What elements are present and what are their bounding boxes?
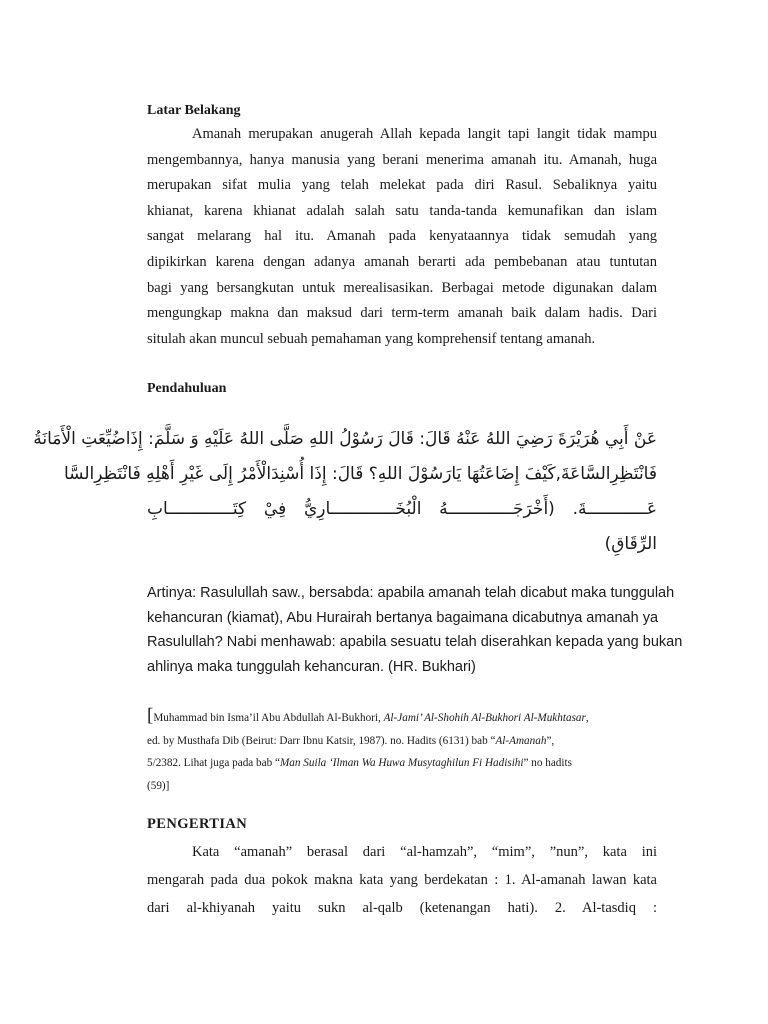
footnote-reference <box>147 705 657 797</box>
paragraph-latar-belakang <box>147 122 657 352</box>
footnote-text: ” no hadits <box>523 757 572 769</box>
paragraph-pengertian <box>147 838 657 922</box>
footnote-chapter: Man Suila ‘Ilman Wa Huwa Musytaghilun Fi Hadisihi <box>279 757 524 769</box>
arabic-line: الرِّقَاقِ) <box>604 534 657 554</box>
hadith-arabic-text <box>33 422 657 562</box>
section-heading-latar-belakang: Latar Belakang <box>147 103 241 118</box>
text-line: Amanah merupakan anugerah Allah kepada langit tapi langit tidak mampu <box>192 126 657 142</box>
arabic-line: فَانْتَظِرِالسَّاعَةَ,كَيْفَ إِضَاعَتُهَا يَارَسُوْلَ اللهِ؟ قَالَ: إِذَا أُسْنِدَالْأَمْرُ إِلَى غَيْرِ أَهْلِهِ فَانْتَظِرِالسَّا <box>63 464 657 484</box>
text-line: sangat melarang hal itu. Amanah pada kenyataannya tidak semudah yang <box>147 228 657 245</box>
footnote-book-title: Al-Jami’ Al-Shohih Al-Bukhori Al-Mukhtasar <box>383 712 586 724</box>
text-line: merupakan sifat mulia yang telah melekat pada diri Rasul. Sebaliknya yaitu <box>147 177 657 194</box>
text-line: ahlinya maka tunggulah kehancuran. (HR. Bukhari) <box>147 658 476 675</box>
footnote-text: ed. by Musthafa Dib (Beirut: Darr Ibnu Katsir, 1987). no. Hadits (6131) bab “ <box>147 734 496 747</box>
text-line: khianat, karena khianat adalah salah satu tanda-tanda kemunafikan dan islam <box>147 202 657 219</box>
footnote-text: , <box>585 712 589 724</box>
footnote-text: (59)] <box>147 779 170 792</box>
text-line: bagi yang bersangkutan untuk merealisasikan. Berbagai metode digunakan dalam <box>147 279 657 296</box>
footnote-text: 5/2382. Lihat juga pada bab “ <box>147 757 280 769</box>
text-line: Kata “amanah” berasal dari “al-hamzah”, “mim”, ”nun”, kata ini <box>192 844 657 860</box>
text-line: kehancuran (kiamat), Abu Hurairah bertanya bagaimana dicabutnya amanah ya <box>147 609 659 626</box>
arabic-line: عَــــــــــــةَ. (أَخْرَجَـــــــــــــهُ الْبُخَـــــــــــــارِيُّ فِيْ كِتَـــــــــــــابِ <box>147 499 657 519</box>
text-line: Artinya: Rasulullah saw., bersabda: apabila amanah telah dicabut maka tunggulah <box>147 585 675 601</box>
text-line: dipikirkan karena dengan adanya amanah berarti ada pembebanan atau tuntutan <box>147 253 657 270</box>
text-line: situlah akan muncul sebuah pemahaman yang komprehensif tentang amanah. <box>147 330 596 347</box>
text-line: mengungkap makna dan maksud dari term-term amanah baik dalam hadis. Dari <box>147 305 657 322</box>
footnote-text: Muhammad bin Isma’il Abu Abdullah Al-Bukhori, <box>153 712 384 724</box>
arabic-line: عَنْ أَبِي هُرَيْرَةَ رَضِيَ اللهُ عَنْهُ قَالَ: قَالَ رَسُوْلُ اللهِ صَلَّى اللهُ عَلَيْهِ وَ سَلَّمَ: إِذَاضُيِّعَتِ الْأَمَانَةُ <box>33 429 657 449</box>
footnote-chapter: Al-Amanah <box>495 734 547 747</box>
text-line: Rasulullah? Nabi menhawab: apabila sesuatu telah diserahkan kepada yang bukan <box>147 634 683 650</box>
text-line: mengarah pada dua pokok makna kata yang berdekatan : 1. Al-amanah lawan kata <box>147 872 657 888</box>
section-heading-pendahuluan: Pendahuluan <box>147 381 227 396</box>
hadith-translation <box>147 581 683 679</box>
text-line: mengembannya, hanya manusia yang berani menerima amanah itu. Amanah, huga <box>147 151 657 168</box>
footnote-text: ”, <box>546 734 555 747</box>
text-line: dari al-khiyanah yaitu sukn al-qalb (ketenangan hati). 2. Al-tasdiq : <box>147 900 657 916</box>
section-heading-pengertian: PENGERTIAN <box>147 816 248 832</box>
footnote-bracket: [ <box>147 705 154 726</box>
